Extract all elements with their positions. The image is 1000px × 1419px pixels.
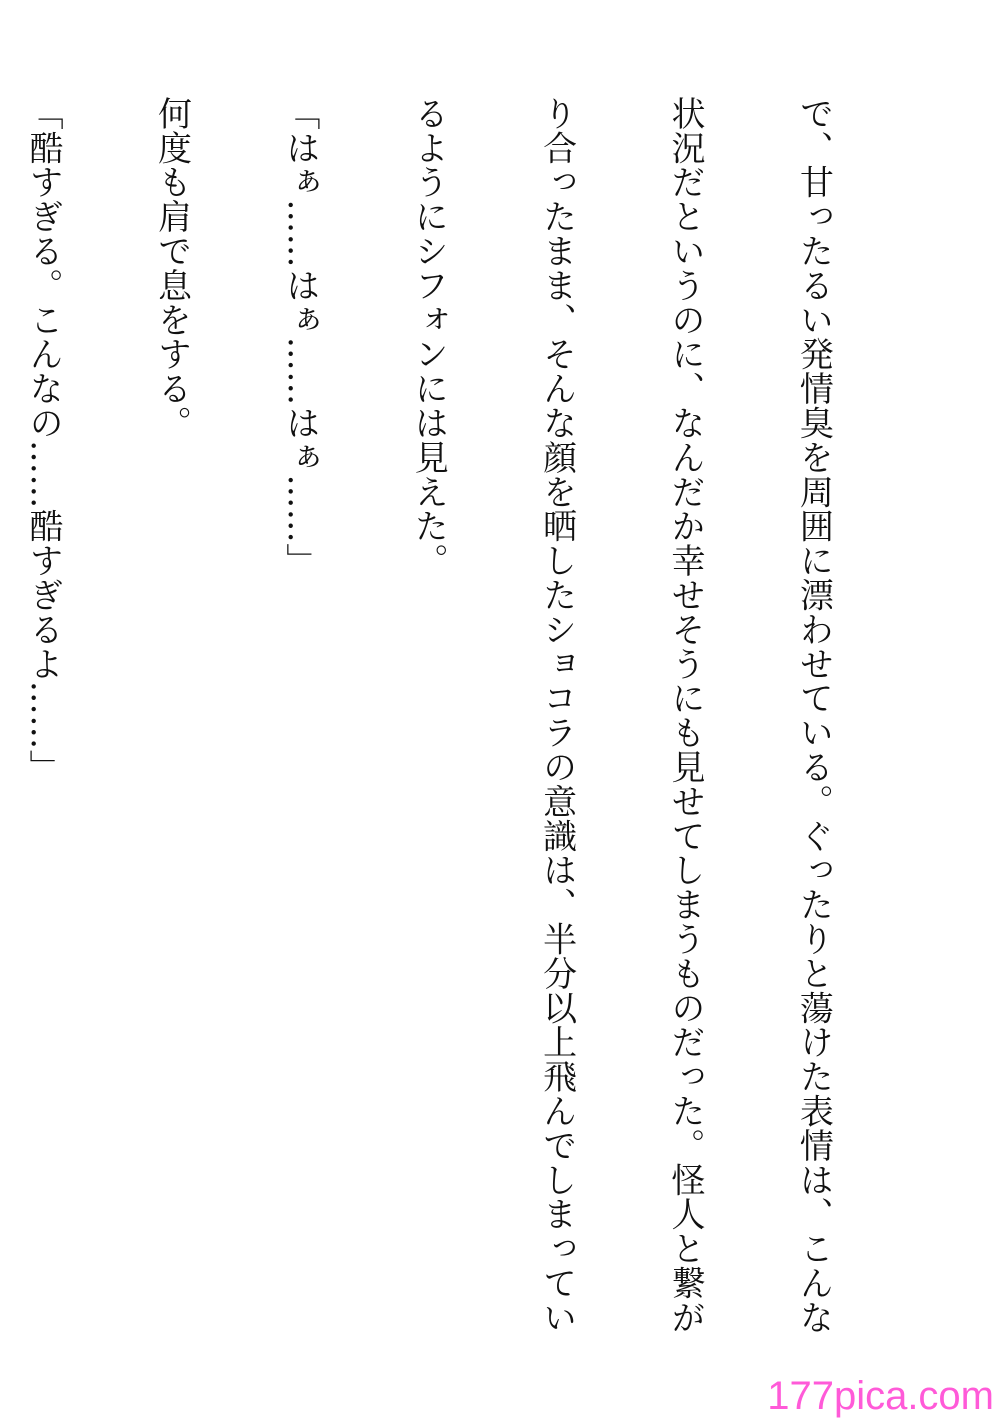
vertical-text-block [23, 96, 920, 1335]
text-line: るようにシフォンには見えた。 [408, 96, 449, 578]
text-line: で、甘ったるい発情臭を周囲に漂わせている。ぐったりと蕩けた表情は、こんな [793, 96, 834, 1335]
text-line: 何度も肩で息をする。 [151, 96, 192, 440]
text-line: 「はぁ……はぁ……はぁ……」 [279, 96, 320, 578]
text-line: 状況だというのに、なんだか幸せそうにも見せてしまうものだった。怪人と繋が [665, 96, 706, 1335]
text-line: り合ったまま、そんな顔を晒したショコラの意識は、半分以上飛んでしまってい [536, 96, 577, 1335]
watermark: 177pica.com [767, 1374, 994, 1418]
text-line: 「酷すぎる。こんなの……酷すぎるよ……」 [23, 96, 64, 784]
